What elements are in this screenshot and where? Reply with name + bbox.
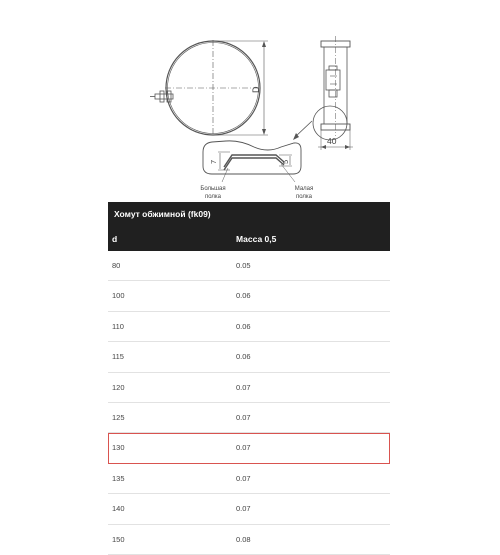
- clamp-side-view: [313, 36, 353, 150]
- mass-table: [108, 202, 390, 555]
- cell-d: 140: [112, 504, 125, 514]
- small-shelf-label-1: Малая: [294, 186, 314, 192]
- technical-drawing: [0, 0, 500, 200]
- table-row: [108, 312, 390, 342]
- table-row: [108, 342, 390, 372]
- table-row: [108, 525, 390, 555]
- table-row-highlighted: [108, 433, 390, 463]
- table-row: [108, 464, 390, 494]
- clamp-drawing-svg: [0, 0, 500, 200]
- big-shelf-label-1: Большая: [200, 186, 226, 192]
- dim-D-label: D: [251, 86, 261, 93]
- dim-7-label: 7: [209, 159, 218, 164]
- cell-d: 150: [112, 534, 125, 544]
- cell-mass: 0.07: [236, 382, 251, 392]
- table-header-row: [108, 227, 390, 251]
- cell-d: 130: [112, 443, 125, 453]
- profile-line-bottom: [224, 158, 284, 170]
- dim-5-label: 5: [281, 159, 290, 164]
- big-shelf-label-2: полка: [204, 194, 222, 200]
- table-row: [108, 373, 390, 403]
- cell-d: 115: [112, 352, 124, 362]
- table-row: [108, 251, 390, 281]
- detail-leader-arrow: [293, 121, 312, 140]
- cell-mass: 0.07: [236, 443, 251, 453]
- small-shelf-label-2: полка: [295, 194, 313, 200]
- table-row: [108, 403, 390, 433]
- clamp-bolt: [150, 91, 173, 102]
- cell-d: 120: [112, 382, 125, 392]
- profile-line-top: [224, 155, 284, 167]
- cell-d: 80: [112, 261, 121, 270]
- table-row: [108, 281, 390, 311]
- cell-d: 125: [112, 412, 125, 422]
- cell-mass: 0.06: [236, 352, 251, 362]
- table-row: [108, 494, 390, 524]
- table-title: Хомут обжимной (fk09): [108, 202, 390, 227]
- dim-40-label: 40: [327, 136, 337, 146]
- cell-mass: 0.06: [236, 291, 251, 301]
- cell-mass: 0.05: [236, 261, 251, 270]
- detail-circle: [313, 106, 347, 140]
- header-d: d: [112, 234, 118, 244]
- cell-mass: 0.06: [236, 321, 251, 331]
- cell-mass: 0.07: [236, 473, 251, 483]
- cell-d: 135: [112, 473, 125, 483]
- cell-d: 110: [112, 321, 124, 331]
- header-mass: Масса 0,5: [236, 234, 277, 244]
- cell-d: 100: [112, 291, 125, 301]
- cell-mass: 0.08: [236, 534, 251, 544]
- table-body: [108, 251, 390, 555]
- cell-mass: 0.07: [236, 504, 251, 514]
- cell-mass: 0.07: [236, 412, 251, 422]
